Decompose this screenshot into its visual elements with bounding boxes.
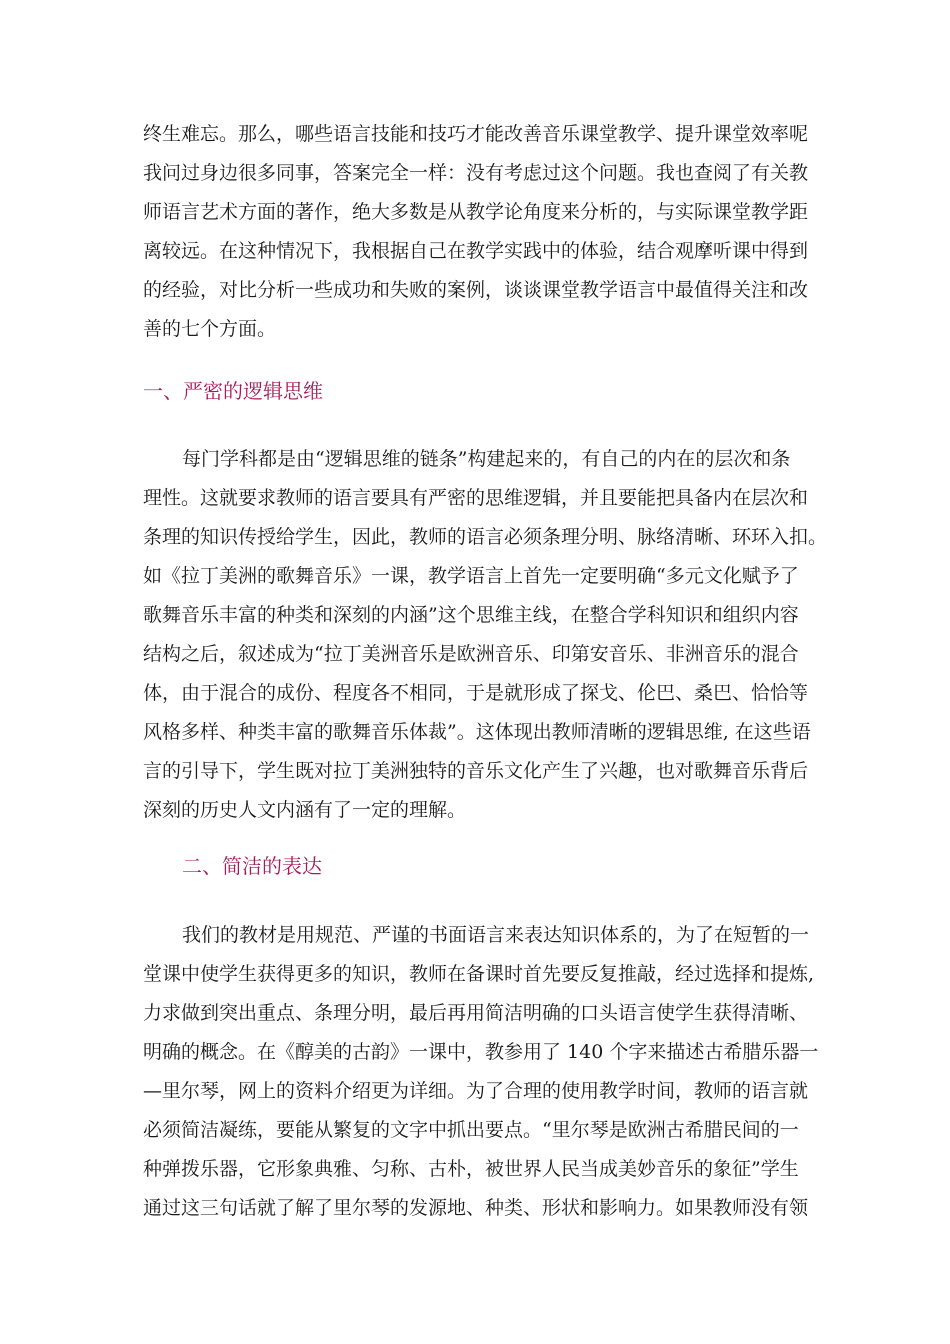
text-line: 离较远。在这种情况下，我根据自己在教学实践中的体验，结合观摩听课中得到 <box>143 240 809 262</box>
text-line: 通过这三句话就了解了里尔琴的发源地、种类、形状和影响力。如果教师没有领 <box>143 1197 809 1219</box>
text-line: —里尔琴，网上的资料介绍更为详细。为了合理的使用教学时间，教师的语言就 <box>143 1080 809 1102</box>
text-line: 深刻的历史人文内涵有了一定的理解。 <box>143 799 467 821</box>
text-line: 善的七个方面。 <box>143 318 277 340</box>
section-heading-1: 一、严密的逻辑思维 <box>143 379 323 403</box>
text-line: 必须简洁凝练，要能从繁复的文字中抓出要点。“里尔琴是欧洲古希腊民间的一 <box>143 1119 799 1141</box>
text-line: 师语言艺术方面的著作，绝大多数是从教学论角度来分析的，与实际课堂教学距 <box>143 201 809 223</box>
text-line: 歌舞音乐丰富的种类和深刻的内涵”这个思维主线，在整合学科知识和组织内容 <box>143 604 799 626</box>
text-line: 堂课中使学生获得更多的知识，教师在备课时首先要反复推敲，经过选择和提炼, <box>143 963 815 985</box>
text-line: 体，由于混合的成份、程度各不相同，于是就形成了探戈、伦巴、桑巴、恰恰等 <box>143 682 809 704</box>
text-line: 结构之后，叙述成为“拉丁美洲音乐是欧洲音乐、印第安音乐、非洲音乐的混合 <box>143 643 799 665</box>
text-line: 风格多样、种类丰富的歌舞音乐体裁”。这体现出教师清晰的逻辑思维, 在这些语 <box>143 721 811 743</box>
text-line: 终生难忘。那么，哪些语言技能和技巧才能改善音乐课堂教学、提升课堂效率呢 <box>143 123 809 145</box>
text-line: 种弹拨乐器，它形象典雅、匀称、古朴，被世界人民当成美妙音乐的象征”学生 <box>143 1158 799 1180</box>
text-line: 如《拉丁美洲的歌舞音乐》一课，教学语言上首先一定要明确“多元文化赋予了 <box>143 565 799 587</box>
text-line: 每门学科都是由“逻辑思维的链条”构建起来的，有自己的内在的层次和条 <box>182 448 791 470</box>
text-line: 理性。这就要求教师的语言要具有严密的思维逻辑，并且要能把具备内在层次和 <box>143 487 809 509</box>
text-line: 条理的知识传授给学生，因此，教师的语言必须条理分明、脉络清晰、环环入扣。 <box>143 526 828 548</box>
text-line: 我们的教材是用规范、严谨的书面语言来表达知识体系的，为了在短暂的一 <box>182 924 810 946</box>
text-line: 言的引导下，学生既对拉丁美洲独特的音乐文化产生了兴趣，也对歌舞音乐背后 <box>143 760 809 782</box>
text-line: 明确的概念。在《醇美的古韵》一课中，教参用了 140 个字来描述古希腊乐器一 <box>143 1041 819 1063</box>
section-heading-2: 二、简洁的表达 <box>182 854 322 878</box>
text-line: 的经验，对比分析一些成功和失败的案例，谈谈课堂教学语言中最值得关注和改 <box>143 279 809 301</box>
text-line: 我问过身边很多同事，答案完全一样：没有考虑过这个问题。我也查阅了有关教 <box>143 162 809 184</box>
text-line: 力求做到突出重点、条理分明，最后再用简洁明确的口头语言使学生获得清晰、 <box>143 1002 809 1024</box>
